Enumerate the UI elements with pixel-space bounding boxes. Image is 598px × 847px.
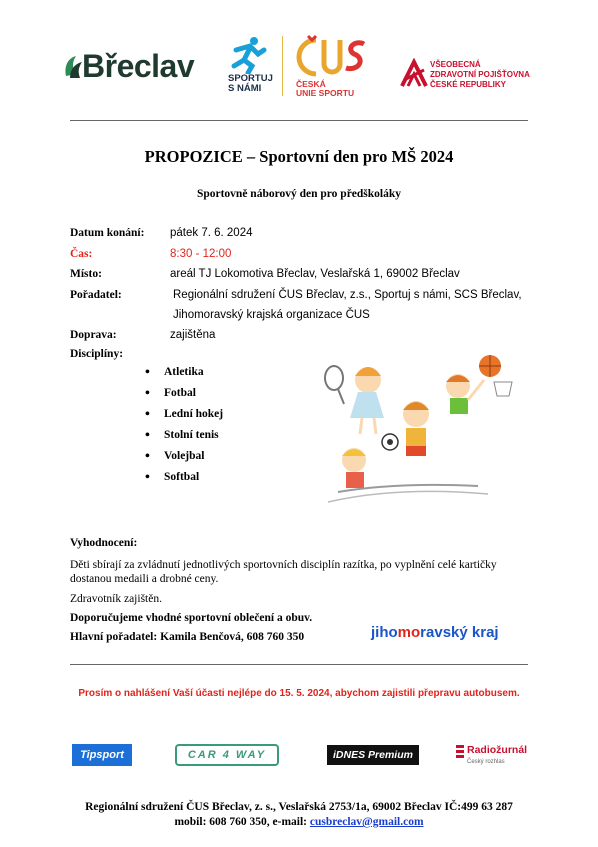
running-figure-icon (228, 36, 268, 74)
vzp-line1: VŠEOBECNÁ (430, 60, 481, 69)
vzp-line3: ČESKÉ REPUBLIKY (430, 80, 507, 89)
vzp-logo (400, 58, 550, 98)
cus-line1: ČESKÁ (296, 79, 326, 89)
cus-logo (290, 34, 374, 100)
radiozurnal-text: Radiožurnál (467, 744, 528, 756)
medic-note: Zdravotník zajištěn. (70, 593, 162, 605)
list-item: • Fotbal (141, 387, 223, 408)
list-item: • Atletika (141, 366, 223, 387)
date-value: pátek 7. 6. 2024 (170, 227, 253, 239)
list-item: • Softbal (141, 471, 223, 492)
footer-address: Regionální sdružení ČUS Břeclav, z. s., Veslařská 2753/1a, 69002 Břeclav IČ:499 63 287 (85, 801, 513, 813)
registration-notice: Prosím o nahlášení Vaší účasti nejlépe do 15. 5. 2024, abychom zajistili přepravu autobusem. (78, 688, 520, 699)
kids-sports-illustration (318, 352, 526, 512)
list-item: • Volejbal (141, 450, 223, 471)
clothing-note: Doporučujeme vhodné sportovní oblečení a obuv. (70, 612, 313, 624)
vzp-line2: ZDRAVOTNÍ POJIŠŤOVNA (430, 70, 530, 79)
tipsport-text: Tipsport (80, 749, 124, 761)
page-title: PROPOZICE – Sportovní den pro MŠ 2024 (144, 147, 454, 166)
main-organizer: Hlavní pořadatel: Kamila Benčová, 608 760 350 (70, 631, 305, 643)
breclav-logo-text: Břeclav (82, 48, 195, 84)
header-divider (70, 120, 528, 121)
organizer-line1: Regionální sdružení ČUS Břeclav, z.s., Sportuj s námi, SCS Břeclav, (173, 289, 522, 301)
breclav-emblem-icon (62, 52, 84, 80)
organizer-label: Pořadatel: (70, 289, 122, 301)
place-label: Místo: (70, 268, 102, 280)
disciplines-label: Disciplíny: (70, 348, 124, 360)
evaluation-text (70, 558, 540, 586)
time-value: 8:30 - 12:00 (170, 248, 232, 260)
cus-emblem-icon (290, 34, 374, 80)
time-label: Čas: (70, 248, 93, 260)
evaluation-heading: Vyhodnocení: (70, 537, 138, 549)
idnes-premium-logo (327, 745, 419, 765)
notice-divider (70, 664, 528, 665)
region-logo-part3: ravský kraj (420, 624, 499, 641)
footer-contact-prefix: mobil: 608 760 350, e-mail: (174, 816, 310, 828)
evaluation-text-line2: dostanou medaili a drobné ceny. (70, 573, 219, 585)
disciplines-list (141, 366, 223, 492)
sportuj-line1: SPORTUJ (228, 73, 273, 84)
date-label: Datum konání: (70, 227, 145, 239)
footer-contact (0, 816, 598, 828)
list-item: • Stolní tenis (141, 429, 223, 450)
car4way-text: CAR 4 WAY (187, 749, 267, 761)
region-logo-part1: jiho (371, 624, 398, 641)
breclav-logo (62, 44, 198, 92)
logo-separator (282, 36, 283, 96)
tennis-racket-icon (325, 366, 343, 390)
car4way-logo (175, 744, 279, 766)
sportuj-line2: S NÁMI (228, 83, 262, 94)
vzp-emblem-icon (400, 58, 428, 88)
cus-line2: UNIE SPORTU (296, 88, 355, 98)
evaluation-text-line1: Děti sbírají za zvládnutí jednotlivých sportovních disciplín razítka, po vyplnění celé kartičky (70, 559, 497, 571)
transport-value: zajištěna (170, 329, 216, 341)
sportuj-s-nami-logo (228, 36, 272, 96)
jihomoravsky-kraj-logo (371, 624, 499, 641)
transport-label: Doprava: (70, 329, 117, 341)
email-link[interactable]: cusbreclav@gmail.com (309, 816, 424, 828)
region-logo-part2: mo (397, 624, 421, 641)
idnes-text: iDNES Premium (333, 749, 413, 761)
tipsport-logo (72, 744, 132, 766)
organizer-line2: Jihomoravský krajská organizace ČUS (173, 309, 370, 321)
list-item: • Lední hokej (141, 408, 223, 429)
place-value: areál TJ Lokomotiva Břeclav, Veslařská 1, 69002 Břeclav (170, 268, 460, 280)
radiozurnal-logo (456, 743, 536, 771)
page-subtitle: Sportovně náborový den pro předškoláky (196, 188, 402, 200)
radiozurnal-subtext: Český rozhlas (467, 759, 505, 765)
radio-bars-icon (456, 745, 464, 759)
